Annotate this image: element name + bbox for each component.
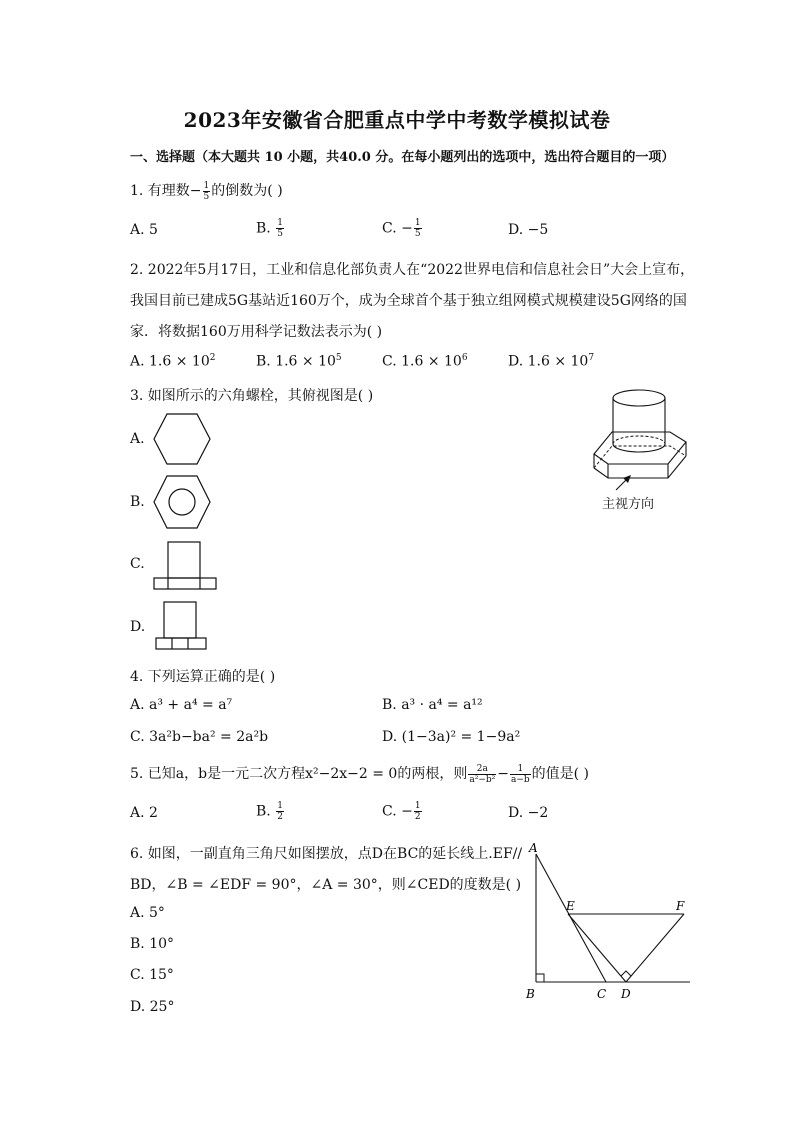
q2-option-b[interactable]: B. $1.6 \times 10^5$ [256, 353, 342, 370]
q3-option-c-label[interactable]: C. [130, 556, 145, 572]
q3-option-a-label[interactable]: A. [130, 431, 145, 447]
question-3-stem: 3. 如图所示的六角螺栓，其俯视图是( ) [130, 388, 374, 404]
q6-option-d[interactable]: D. 25° [130, 999, 175, 1015]
label-d: D [621, 987, 631, 1001]
q6-option-c[interactable]: C. 15° [130, 967, 174, 983]
question-2-line-3: 家．将数据160万用科学记数法表示为( ) [130, 324, 383, 340]
label-f: F [676, 899, 685, 913]
exam-title: 2023年安徽省合肥重点中学中考数学模拟试卷 [183, 108, 611, 132]
q2-option-d[interactable]: D. $1.6 \times 10^7$ [508, 353, 595, 370]
q4-option-d[interactable]: D. (1−3a)² = 1−9a² [382, 729, 521, 745]
label-e: E [566, 899, 575, 913]
q5-option-a[interactable]: A. 2 [130, 805, 158, 821]
q3-option-d-side-view [154, 600, 210, 652]
q6-triangle-figure [520, 840, 700, 1010]
question-6-line-2: BD，∠B = ∠EDF = 90°，∠A = 30°，则∠CED的度数是( ) [130, 877, 522, 893]
q3-option-b-label[interactable]: B. [130, 494, 145, 510]
q1-option-a[interactable]: A. 5 [130, 222, 158, 238]
q3-option-b-hexagon-circle [152, 474, 212, 530]
question-5-stem: 5. 已知a，b是一元二次方程x²−2x−2 = 0的两根，则 $\frac{2a}{\text{a²−b²}}$ − $\frac{1}{a-b}$ 的值是( ) [130, 763, 590, 785]
q1-option-d[interactable]: D. −5 [508, 222, 549, 238]
fraction: $\frac{1}{5}$ [203, 180, 210, 202]
section-heading: 一、选择题（本大题共 10 小题，共40.0 分。在每小题列出的选项中，选出符合题目的一项） [130, 150, 675, 165]
q3-option-c-front-view [152, 540, 220, 592]
q5-option-b[interactable]: B. $\frac{1}{2}$ [256, 801, 283, 822]
q2-option-c[interactable]: C. $1.6 \times 10^6$ [382, 353, 468, 370]
q1-option-c[interactable]: C. − $\frac{1}{5}$ [382, 218, 421, 239]
question-2-line-1: 2. 2022年5月17日，工业和信息化部负责人在“2022世界电信和信息社会日”大会上宣布， [130, 262, 695, 278]
question-4-stem: 4. 下列运算正确的是( ) [130, 669, 276, 685]
label-b: B [526, 987, 535, 1001]
q1-option-b[interactable]: B. $\frac{1}{5}$ [256, 218, 283, 239]
q2-option-a[interactable]: A. $1.6 \times 10^2$ [130, 353, 216, 370]
label-c: C [597, 987, 607, 1001]
question-6-line-1: 6. 如图，一副直角三角尺如图摆放，点D在BC的延长线上.EF// [130, 846, 523, 862]
q5-option-d[interactable]: D. −2 [508, 805, 549, 821]
q3-option-a-hexagon [152, 412, 212, 466]
label-a: A [529, 841, 538, 855]
question-1-stem: 1. 有理数− $\frac{1}{5}$ 的倒数为( ) [130, 180, 283, 202]
q4-option-b[interactable]: B. a³ · a⁴ = a¹² [382, 697, 483, 713]
q6-option-a[interactable]: A. 5° [130, 905, 165, 921]
question-2-line-2: 我国目前已建成5G基站近160万个，成为全球首个基于独立组网模式规模建设5G网络的国 [130, 293, 687, 309]
q4-option-a[interactable]: A. a³ + a⁴ = a⁷ [130, 697, 233, 713]
q3-option-d-label[interactable]: D. [130, 619, 146, 635]
view-direction-label: 主视方向 [602, 497, 655, 512]
q5-option-c[interactable]: C. − $\frac{1}{2}$ [382, 801, 421, 822]
q4-option-c[interactable]: C. 3a²b−ba² = 2a²b [130, 729, 269, 745]
q6-option-b[interactable]: B. 10° [130, 936, 175, 952]
